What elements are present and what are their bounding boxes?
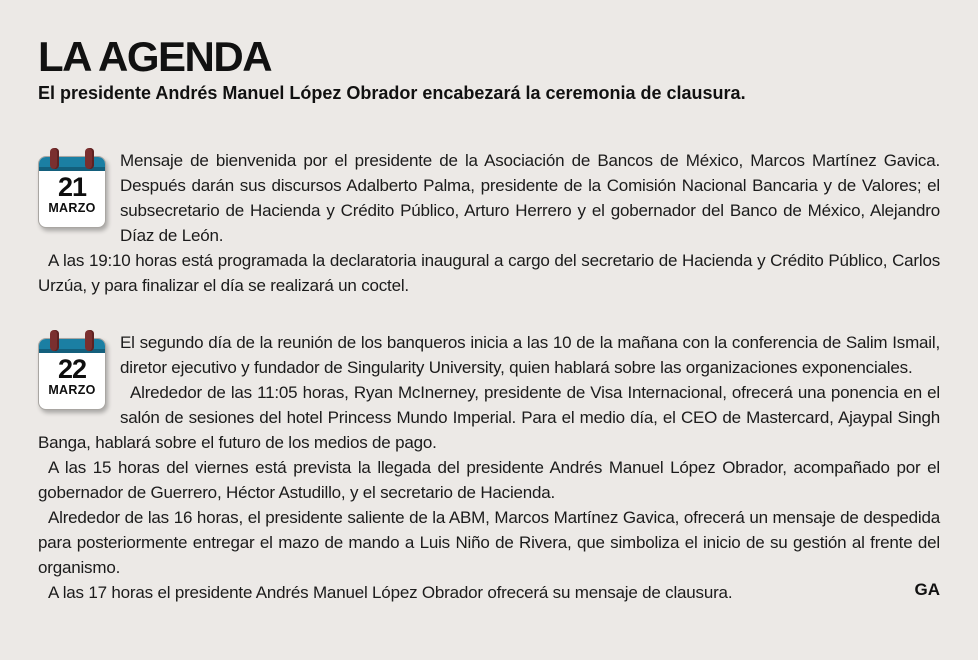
agenda-section-march-21 (38, 148, 940, 298)
calendar-header-bar (39, 339, 105, 353)
calendar-icon (38, 148, 106, 228)
credit-initials: GA (914, 580, 940, 599)
calendar-body (38, 156, 106, 228)
agenda-paragraph: Alrededor de las 11:05 horas, Ryan McInerney, presidente de Visa Internacional, ofrecerá una ponencia en el salón de sesiones del hotel Princess Mundo Imperial. Para el medio día, el CEO de Mastercard, Ajaypal Singh Banga, hablará sobre el futuro de los medios de pago. (38, 383, 940, 452)
calendar-month: MARZO (48, 383, 96, 398)
agenda-paragraph: A las 19:10 horas está programada la declaratoria inaugural a cargo del secretario de Hacienda y Crédito Público, Carlos Urzúa, y para finalizar el día se realizará un coctel. (38, 251, 940, 295)
agenda-section-march-22 (38, 330, 940, 605)
page-title: LA AGENDA (38, 33, 272, 80)
agenda-paragraph: A las 15 horas del viernes está prevista la llegada del presidente Andrés Manuel López Obrador, acompañado por el gobernador de Guerrero, Héctor Astudillo, y el secretario de Hacienda. (38, 458, 940, 502)
agenda-paragraph: Alrededor de las 16 horas, el presidente saliente de la ABM, Marcos Martínez Gavica, ofrecerá un mensaje de despedida para posteriormente entregar el mazo de mando a Luis Niño de Rivera, que simboliza el inicio de su gestión al frente del organismo. (38, 508, 940, 577)
calendar-icon (38, 330, 106, 410)
calendar-pin-icon (85, 330, 94, 351)
calendar-pin-icon (50, 330, 59, 351)
calendar-pin-icon (85, 148, 94, 169)
agenda-paragraph: A las 17 horas el presidente Andrés Manuel López Obrador ofrecerá su mensaje de clausura. (48, 583, 733, 602)
page-subtitle: El presidente Andrés Manuel López Obrador encabezará la ceremonia de clausura. (38, 83, 746, 103)
calendar-pin-icon (50, 148, 59, 169)
calendar-body (38, 338, 106, 410)
calendar-day: 22 (57, 354, 87, 384)
agenda-paragraph: El segundo día de la reunión de los banqueros inicia a las 10 de la mañana con la conferencia de Salim Ismail, diretor ejecutivo y fundador de Singularity University, quien hablará sobre las organizaciones exponenciales. (120, 333, 940, 377)
calendar-day: 21 (57, 172, 87, 202)
calendar-header-bar (39, 157, 105, 171)
calendar-month: MARZO (48, 201, 96, 216)
agenda-paragraph: Mensaje de bienvenida por el presidente de la Asociación de Bancos de México, Marcos Martínez Gavica. Después darán sus discursos Adalberto Palma, presidente de la Comisión Nacional Bancaria y de Valores; el subsecretario de Hacienda y Crédito Público, Arturo Herrero y el gobernador del Banco de México, Alejandro Díaz de León. (120, 151, 940, 245)
masthead (38, 33, 940, 104)
